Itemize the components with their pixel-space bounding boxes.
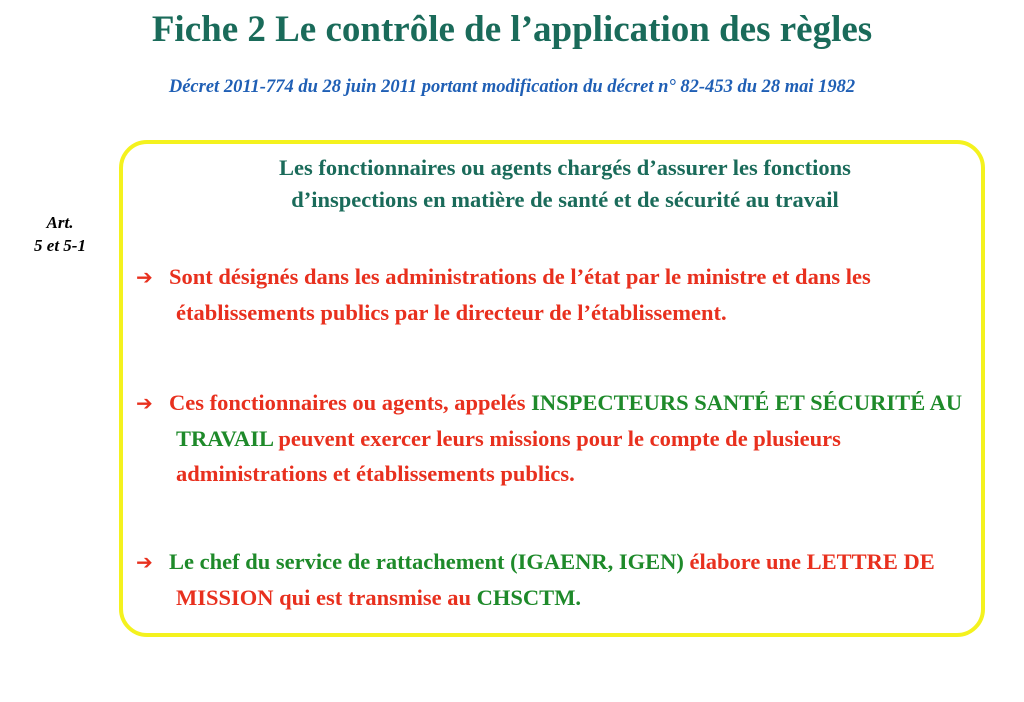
point-1-text: Sont désignés dans les administrations de l’état par le ministre et dans les établissements publics par le directeur de l’établissement. — [169, 264, 871, 325]
point-3-text-start: Le chef du service de rattachement (IGAENR, IGEN) — [169, 549, 690, 574]
article-reference — [18, 211, 102, 257]
bullet-point-designation — [136, 259, 971, 330]
point-3-text-middle: élabore une LETTRE DE MISSION qui est transmise au — [176, 549, 935, 610]
article-label: Art. — [46, 213, 74, 232]
arrow-right-icon: ➔ — [136, 391, 153, 415]
article-numbers: 5 et 5-1 — [34, 236, 86, 255]
point-2-text-start: Ces fonctionnaires ou agents, appelés — [169, 390, 532, 415]
box-heading-line-2: d’inspections en matière de santé et de sécurité au travail — [291, 187, 839, 212]
arrow-right-icon: ➔ — [136, 265, 153, 289]
arrow-right-icon: ➔ — [136, 550, 153, 574]
bullet-point-inspectors — [136, 385, 971, 491]
decree-subtitle: Décret 2011-774 du 28 juin 2011 portant modification du décret n° 82-453 du 28 mai 1982 — [168, 77, 856, 97]
point-2-text-end: peuvent exercer leurs missions pour le compte de plusieurs administrations et établissements publics. — [176, 426, 841, 486]
point-3-committee: CHSCTM. — [476, 585, 582, 610]
point-2-inspectors-title: INSPECTEURS SANTÉ ET SÉCURITÉ AU TRAVAIL — [176, 390, 963, 451]
page-title: Fiche 2 Le contrôle de l’application des règles — [151, 9, 873, 50]
box-heading — [150, 152, 980, 216]
bullet-point-mission-letter — [136, 544, 971, 615]
box-heading-line-1: Les fonctionnaires ou agents chargés d’assurer les fonctions — [279, 155, 851, 180]
